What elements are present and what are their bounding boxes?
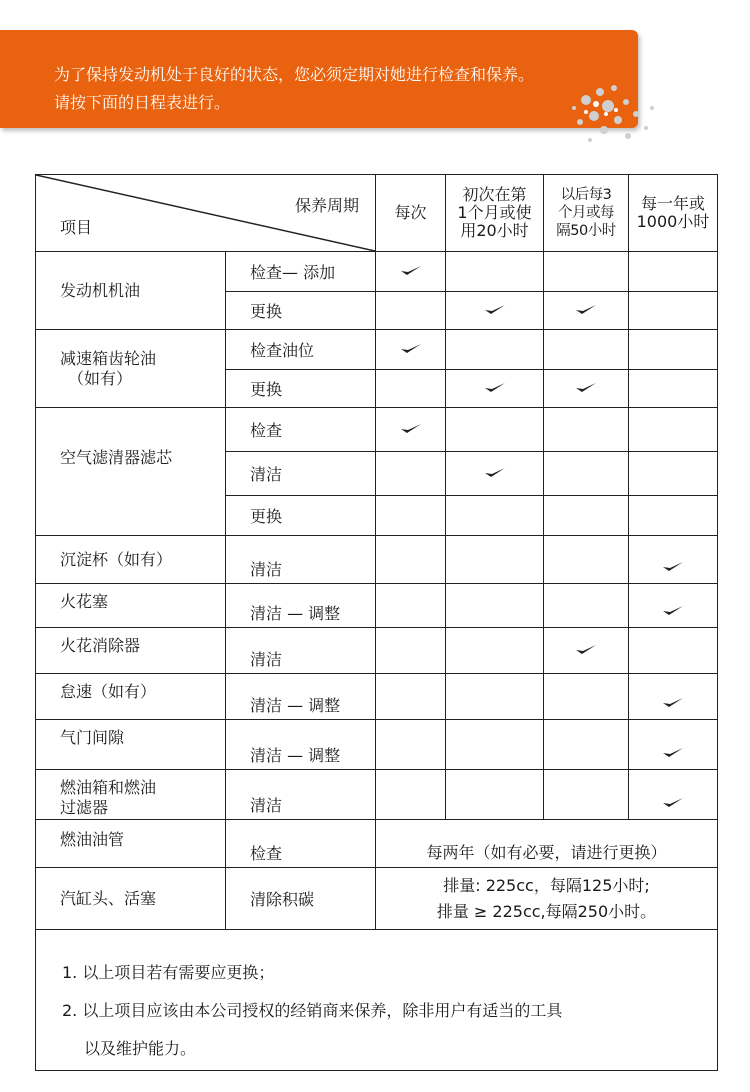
check-icon bbox=[575, 382, 597, 394]
table-row bbox=[36, 536, 718, 584]
check-cell bbox=[544, 496, 629, 536]
check-cell bbox=[544, 628, 629, 674]
header-column-4 bbox=[629, 175, 718, 252]
item-name-line-2: 过滤器 bbox=[60, 798, 109, 817]
check-icon bbox=[400, 265, 422, 277]
operation-cell: 清洁 bbox=[226, 536, 376, 584]
item-cell bbox=[36, 584, 226, 628]
check-cell bbox=[376, 252, 446, 292]
item-label: 项目 bbox=[60, 218, 93, 237]
check-cell bbox=[446, 330, 544, 370]
check-cell bbox=[446, 452, 544, 496]
item-cell bbox=[36, 252, 226, 330]
check-cell bbox=[544, 252, 629, 292]
header-column-2 bbox=[446, 175, 544, 252]
table-row bbox=[36, 720, 718, 770]
table-row bbox=[36, 330, 718, 370]
check-cell bbox=[376, 720, 446, 770]
check-icon bbox=[484, 304, 506, 316]
item-cell bbox=[36, 536, 226, 584]
header-column-text: 个月或每 bbox=[558, 205, 614, 221]
check-cell bbox=[376, 628, 446, 674]
check-icon bbox=[400, 343, 422, 355]
header-row bbox=[36, 175, 718, 252]
item-cell bbox=[36, 628, 226, 674]
table-row bbox=[36, 252, 718, 292]
header-column-text: 每次 bbox=[394, 203, 427, 222]
check-cell bbox=[544, 674, 629, 720]
item-name: 火花消除器 bbox=[60, 636, 141, 655]
header-column-text: 1个月或使 bbox=[457, 203, 532, 222]
check-cell bbox=[446, 628, 544, 674]
check-cell bbox=[629, 674, 718, 720]
check-icon bbox=[484, 382, 506, 394]
operation-cell: 检查 bbox=[226, 408, 376, 452]
check-cell bbox=[446, 496, 544, 536]
note-3: 以及维护能力。 bbox=[84, 1039, 197, 1058]
check-icon bbox=[662, 561, 684, 573]
check-cell bbox=[446, 408, 544, 452]
check-cell bbox=[629, 370, 718, 408]
operation-cell: 清洁 — 调整 bbox=[226, 720, 376, 770]
cylinder-note-line-2: 排量 ≥ 225cc,每隔250小时。 bbox=[436, 901, 657, 921]
period-label: 保养周期 bbox=[294, 196, 359, 215]
table-row bbox=[36, 770, 718, 820]
header-column-text: 1000小时 bbox=[636, 212, 710, 231]
header-column-text: 以后每3 bbox=[560, 187, 612, 203]
header-column-text: 每一年或 bbox=[640, 194, 705, 213]
check-cell bbox=[629, 770, 718, 820]
note-1: 1. 以上项目若有需要应更换； bbox=[62, 963, 275, 982]
check-cell bbox=[446, 292, 544, 330]
check-icon bbox=[662, 697, 684, 709]
operation-cell: 检查油位 bbox=[226, 330, 376, 370]
check-cell bbox=[446, 674, 544, 720]
check-cell bbox=[376, 496, 446, 536]
check-cell bbox=[629, 584, 718, 628]
check-cell bbox=[376, 584, 446, 628]
check-cell bbox=[446, 770, 544, 820]
check-icon bbox=[662, 605, 684, 617]
item-cell: 汽缸头、活塞 bbox=[36, 868, 226, 930]
header-column-text: 用20小时 bbox=[460, 221, 529, 240]
check-cell bbox=[376, 292, 446, 330]
operation-cell: 检查 bbox=[226, 820, 376, 868]
check-cell bbox=[376, 674, 446, 720]
check-icon bbox=[575, 644, 597, 656]
check-cell bbox=[446, 370, 544, 408]
check-cell bbox=[629, 292, 718, 330]
table-row bbox=[36, 868, 718, 930]
check-cell bbox=[544, 584, 629, 628]
table-row bbox=[36, 674, 718, 720]
item-name: 空气滤清器滤芯 bbox=[60, 448, 173, 467]
item-cell bbox=[36, 674, 226, 720]
item-cell: 燃油油管 bbox=[36, 820, 226, 868]
cylinder-note bbox=[376, 868, 718, 930]
check-cell bbox=[544, 408, 629, 452]
check-icon bbox=[575, 304, 597, 316]
table-row bbox=[36, 628, 718, 674]
operation-cell: 清洁 bbox=[226, 628, 376, 674]
check-cell bbox=[629, 408, 718, 452]
check-cell bbox=[629, 628, 718, 674]
check-cell bbox=[544, 330, 629, 370]
item-cell bbox=[36, 408, 226, 536]
check-cell bbox=[629, 720, 718, 770]
item-cell bbox=[36, 770, 226, 820]
check-cell bbox=[446, 252, 544, 292]
item-name: 怠速（如有） bbox=[60, 682, 157, 701]
check-cell bbox=[376, 370, 446, 408]
check-cell bbox=[446, 584, 544, 628]
operation-cell: 检查— 添加 bbox=[226, 252, 376, 292]
item-name: 气门间隙 bbox=[60, 728, 125, 747]
check-cell bbox=[376, 330, 446, 370]
table-row bbox=[36, 408, 718, 452]
header-column-3 bbox=[544, 175, 629, 252]
operation-cell: 清洁 bbox=[226, 770, 376, 820]
table-row bbox=[36, 584, 718, 628]
header-column-1 bbox=[376, 175, 446, 252]
item-name: 燃油箱和燃油 bbox=[60, 778, 157, 797]
notes-cell bbox=[36, 930, 718, 1071]
check-cell bbox=[544, 720, 629, 770]
check-cell bbox=[544, 536, 629, 584]
check-cell bbox=[629, 536, 718, 584]
check-cell bbox=[544, 370, 629, 408]
check-cell bbox=[376, 770, 446, 820]
maintenance-table bbox=[35, 174, 718, 1071]
check-cell bbox=[629, 330, 718, 370]
check-icon bbox=[484, 467, 506, 479]
note-2: 2. 以上项目应该由本公司授权的经销商来保养，除非用户有适当的工具 bbox=[62, 1001, 563, 1020]
check-cell bbox=[376, 452, 446, 496]
check-cell bbox=[446, 536, 544, 584]
check-icon bbox=[400, 423, 422, 435]
operation-cell: 更换 bbox=[226, 496, 376, 536]
header-diagonal-cell bbox=[36, 175, 376, 252]
table-row bbox=[36, 820, 718, 868]
check-icon bbox=[662, 797, 684, 809]
item-name: 火花塞 bbox=[60, 592, 109, 611]
check-cell bbox=[544, 292, 629, 330]
check-cell bbox=[629, 252, 718, 292]
operation-cell: 更换 bbox=[226, 370, 376, 408]
notes-row bbox=[36, 930, 718, 1071]
header-column-text: 隔50小时 bbox=[556, 223, 616, 239]
operation-cell: 清除积碳 bbox=[226, 868, 376, 930]
instruction-banner bbox=[0, 30, 638, 128]
check-cell bbox=[544, 770, 629, 820]
check-cell bbox=[376, 408, 446, 452]
item-name: 减速箱齿轮油 bbox=[60, 348, 157, 368]
header-column-text: 初次在第 bbox=[462, 185, 527, 204]
banner-text-line-2: 请按下面的日程表进行。 bbox=[54, 93, 231, 112]
check-cell bbox=[629, 452, 718, 496]
fuel-pipe-note: 每两年（如有必要，请进行更换） bbox=[376, 820, 718, 868]
sparkle-decoration-icon bbox=[556, 70, 676, 160]
operation-cell: 清洁 — 调整 bbox=[226, 674, 376, 720]
cylinder-note-line-1: 排量: 225cc，每隔125小时; bbox=[443, 875, 650, 895]
maintenance-schedule bbox=[35, 174, 718, 1071]
item-name-line-2: （如有） bbox=[68, 368, 133, 388]
check-cell bbox=[446, 720, 544, 770]
operation-cell: 清洁 bbox=[226, 452, 376, 496]
operation-cell: 清洁 — 调整 bbox=[226, 584, 376, 628]
check-cell bbox=[376, 536, 446, 584]
check-cell bbox=[544, 452, 629, 496]
banner-text-line-1: 为了保持发动机处于良好的状态，您必须定期对她进行检查和保养。 bbox=[54, 65, 535, 84]
item-name: 沉淀杯（如有） bbox=[60, 550, 173, 569]
item-name: 发动机机油 bbox=[60, 280, 141, 300]
item-cell bbox=[36, 720, 226, 770]
operation-cell: 更换 bbox=[226, 292, 376, 330]
item-cell bbox=[36, 330, 226, 408]
check-icon bbox=[662, 747, 684, 759]
check-cell bbox=[629, 496, 718, 536]
